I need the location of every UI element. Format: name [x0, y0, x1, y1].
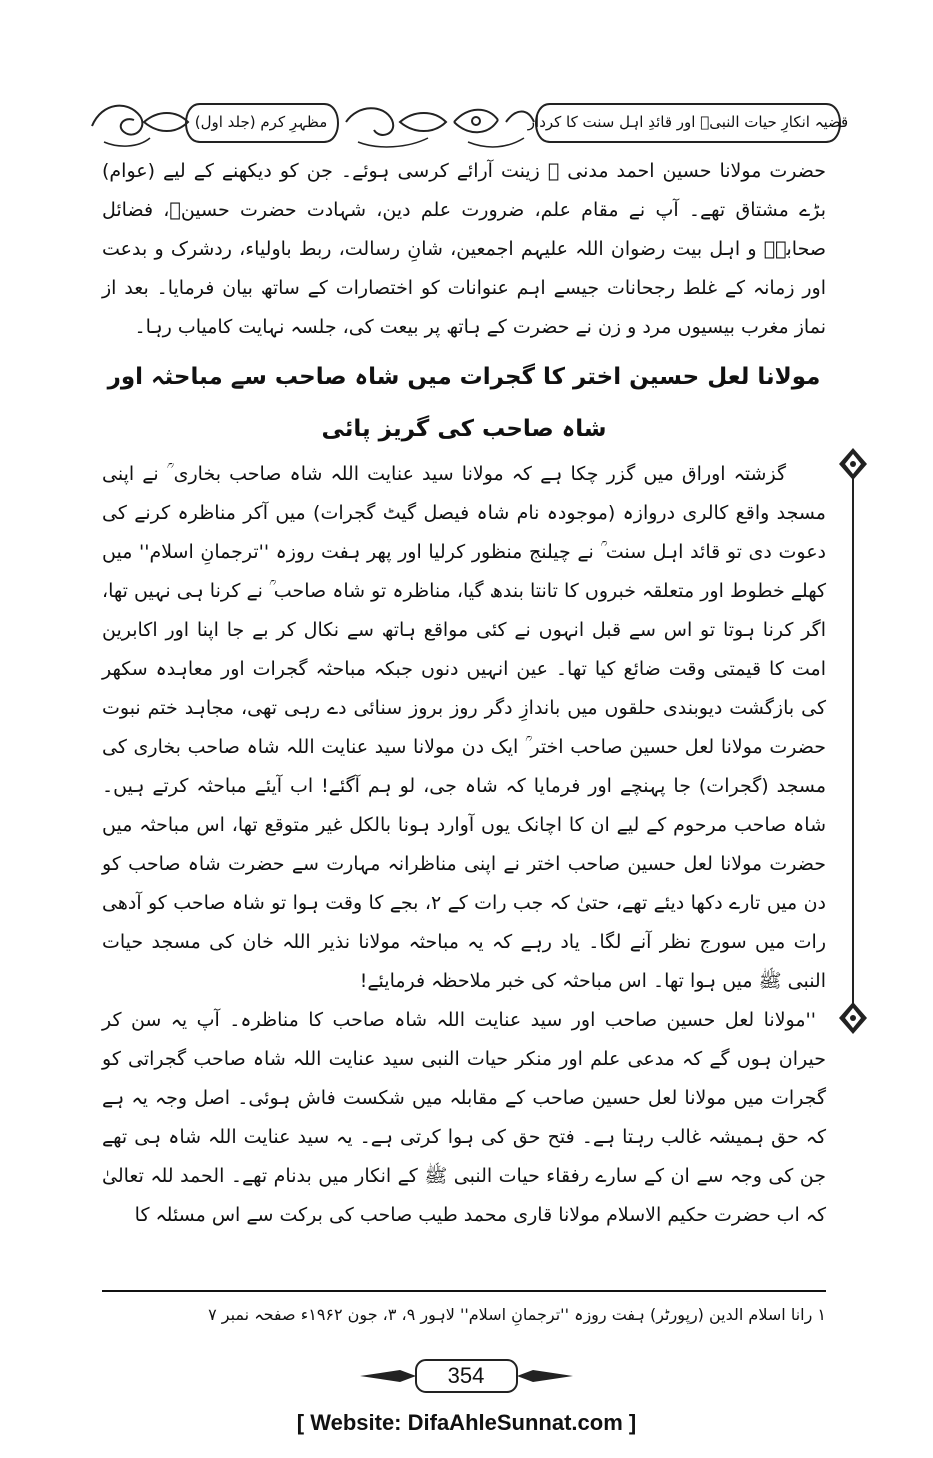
website-link[interactable]: [ Website: DifaAhleSunnat.com ]: [296, 1410, 637, 1435]
margin-rule: [852, 460, 854, 1020]
page-number: 354: [447, 1363, 485, 1388]
body-text: [102, 152, 826, 1235]
footnote-rule: [102, 1290, 826, 1292]
book-title: مظہرِ کرم (جلد اول): [194, 113, 328, 131]
page-number-box: [360, 1356, 573, 1396]
paragraph-2: گزشتہ اوراق میں گزر چکا ہے کہ مولانا سید عنایت اللہ شاہ صاحب بخاری ؒ نے اپنی مسجد واقع کالری دروازہ (موجودہ نام شاہ فیصل گیٹ گجرات) میں آکر مناظرہ کرنے کی دعوت دی تو قائد اہل سنت ؒ نے چیلنج منظور کرلیا اور پھر ہفت روزہ ''ترجمانِ اسلام'' میں کھلے خطوط اور متعلقہ خبروں کا تانتا بندھ گیا، مناظرہ تو شاہ صاحب ؒ نے کرنا ہی نہیں تھا، اگر کرنا ہوتا تو اس سے قبل انہوں نے کئی مواقع ہاتھ سے نکال کر بے جا اپنا اور اکابرین امت کا قیمتی وقت ضائع کیا تھا۔ عین انہیں دنوں جبکہ مباحثہ گجرات اور معاہدہ سکھر کی بازگشت دیوبندی حلقوں میں باندازِ دگر روز بروز سنائی دے رہی تھی، مجاہد ختم نبوت حضرت مولانا لعل حسین صاحب اختر ؒ ایک دن مولانا سید عنایت اللہ شاہ صاحب بخاری کی مسجد (گجرات) جا پہنچے اور فرمایا کہ شاہ جی، لو ہم آگئے! اب آیئے مباحثہ کرتے ہیں۔ شاہ صاحب مرحوم کے لیے ان کا اچانک یوں آوارد ہونا بالکل غیر متوقع تھا، اس مباحثہ میں حضرت مولانا لعل حسین صاحب اختر نے اپنی مناظرانہ مہارت سے حضرت شاہ صاحب کو دن میں تارے دکھا دیئے تھے، حتیٰ کہ جب رات کے ۲، بجے کا وقت ہوا تو شاہ صاحب کو آدھی رات میں سورج نظر آنے لگا۔ یاد رہے کہ یہ مباحثہ مولانا نذیر اللہ خان کی مسجد حیات النبی ﷺ میں ہوا تھا۔ اس مباحثہ کی خبر ملاحظہ فرمایئے!: [102, 463, 826, 992]
page-header: [88, 92, 848, 154]
paragraph-1: حضرت مولانا حسین احمد مدنی ؒ زینت آرائے کرسی ہوئے۔ جن کو دیکھنے کے لیے (عوام) بڑے مشتاق تھے۔ آپ نے مقام علم، ضرورت علم دین، شہادت حضرت حسینؓ، فضائل صحابہؓ و اہل بیت رضوان اللہ علیہم اجمعین، شانِ رسالت، ربط باولیاء، ردشرک و بدعت اور زمانہ کے غلط رجحانات جیسے اہم عنوانات کو اختصارات کے ساتھ بیان فرمایا۔ بعد از نماز مغرب بیسیوں مرد و زن نے حضرت کے ہاتھ پر بیعت کی، جلسہ نہایت کامیاب رہا۔: [102, 160, 826, 338]
margin-ornament-top-icon: [837, 446, 869, 482]
section-heading: مولانا لعل حسین اختر کا گجرات میں شاہ صاحب سے مباحثہ اور شاہ صاحب کی گریز پائی: [107, 364, 821, 442]
footnote: ۱ رانا اسلام الدین (رپورٹر) ہفت روزہ ''ترجمانِ اسلام'' لاہور ۹، ۳، جون ۱۹۶۲ء صفحہ نمبر ۷: [208, 1305, 826, 1324]
margin-ornament-bottom-icon: [837, 1000, 869, 1036]
quoted-paragraph: ''مولانا لعل حسین صاحب اور سید عنایت اللہ شاہ صاحب کا مناظرہ۔ آپ یہ سن کر حیران ہوں گے کہ مدعی علم اور منکر حیات النبی سید عنایت اللہ شاہ صاحب گجراتی کو گجرات میں مولانا لعل حسین صاحب کے مقابلہ میں شکست فاش ہوئی۔ اصل وجہ یہ ہے کہ حق ہمیشہ غالب رہتا ہے۔ فتح حق کی ہوا کرتی ہے۔ یہ سید عنایت اللہ شاہ ہی تھے جن کی وجہ سے ان کے سارے رفقاء حیات النبی ﷺ کے انکار میں بدنام تھے۔ الحمد للہ تعالیٰ کہ اب حضرت حکیم الاسلام مولانا قاری محمد طیب صاحب کی برکت سے اس مسئلہ کا: [102, 1009, 826, 1226]
chapter-title: قضیہ انکارِ حیات النبیؐ اور قائدِ اہل سنت کا کردار: [527, 113, 849, 131]
